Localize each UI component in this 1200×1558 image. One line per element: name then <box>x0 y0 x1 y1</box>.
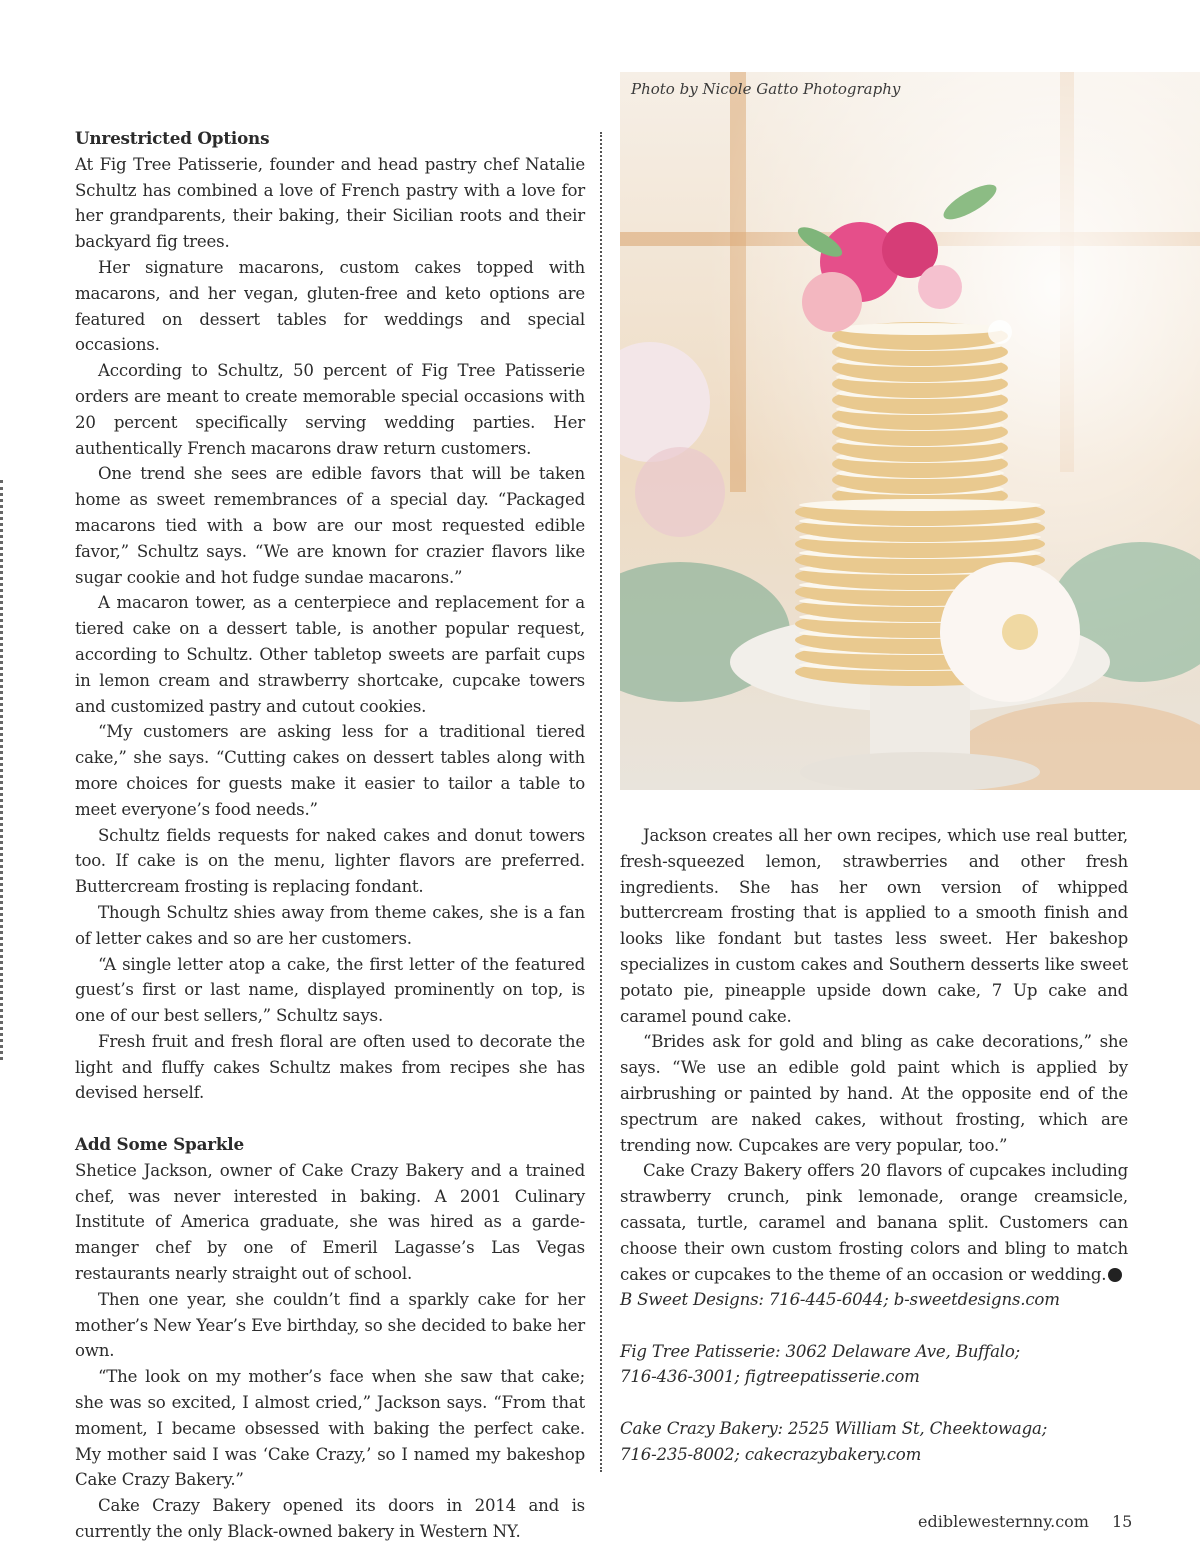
paragraph: Her signature macarons, custom cakes topped with macarons, and her vegan, gluten-free and keto options are featured on dessert tables for weddings and special occasions. <box>75 257 585 355</box>
cookie-cake-photo <box>620 72 1200 790</box>
paragraph: Then one year, she couldn’t find a sparkly cake for her mother’s New Year’s Eve birthday, so she decided to bake her own. <box>75 1289 585 1361</box>
page-number: 15 <box>1112 1512 1133 1531</box>
contact-line: 716-436-3001; figtreepatisserie.com <box>620 1367 920 1387</box>
section-heading-add-some-sparkle: Add Some Sparkle <box>75 1134 244 1155</box>
paragraph: One trend she sees are edible favors that will be taken home as sweet remembrances of a special day. “Packaged macarons tied with a bow are our most requested edible favor,” Schultz says. “We are known for crazier flavors like sugar cookie and hot fudge sundae macarons.” <box>75 464 585 587</box>
paragraph: Schultz fields requests for naked cakes and donut towers too. If cake is on the menu, lighter flavors are preferred. Buttercream frosting is replacing fondant. <box>75 825 585 897</box>
contact-line: B Sweet Designs: 716-445-6044; b-sweetdesigns.com <box>620 1290 1060 1309</box>
column-divider <box>600 132 602 1472</box>
section-heading-unrestricted-options: Unrestricted Options <box>75 128 270 148</box>
paragraph: “Brides ask for gold and bling as cake decorations,” she says. “We use an edible gold paint which is applied by airbrushing or painted by hand. At the opposite end of the spectrum are naked cakes, without frosting, which are trending now. Cupcakes are very popular, too.” <box>620 1032 1128 1155</box>
left-column <box>75 126 585 1545</box>
cookie-cake-illustration <box>620 72 1200 790</box>
paragraph: Though Schultz shies away from theme cakes, she is a fan of letter cakes and so are her customers. <box>75 902 585 948</box>
page-edge-marks <box>0 480 3 1060</box>
contact-line: Cake Crazy Bakery: 2525 William St, Cheektowaga; <box>620 1418 1048 1438</box>
contact-list <box>620 1287 1140 1493</box>
paragraph: Fresh fruit and fresh floral are often used to decorate the light and fluffy cakes Schultz makes from recipes she has devised herself. <box>75 1031 585 1103</box>
contact-entry <box>620 1287 1140 1313</box>
paragraph: Jackson creates all her own recipes, which use real butter, fresh-squeezed lemon, strawberries and other fresh ingredients. She has her own version of whipped buttercream frosting that is applied to a smooth finish and looks like fondant but tastes less sweet. Her bakeshop specializes in custom cakes and Southern desserts like sweet potato pie, pineapple upside down cake, 7 Up cake and caramel pound cake. <box>620 826 1128 1026</box>
contact-line: Fig Tree Patisserie: 3062 Delaware Ave, Buffalo; <box>620 1341 1021 1361</box>
paragraph <box>620 1158 1137 1287</box>
paragraph: A macaron tower, as a centerpiece and replacement for a tiered cake on a dessert table, is another popular request, according to Schultz. Other tabletop sweets are parfait cups in lemon cream and strawberry shortcake, cupcake towers and customized pastry and cutout cookies. <box>75 593 585 716</box>
photo-credit: Photo by Nicole Gatto Photography <box>631 80 901 98</box>
contact-line: 716-235-8002; cakecrazybakery.com <box>620 1444 922 1464</box>
paragraph: “My customers are asking less for a traditional tiered cake,” she says. “Cutting cakes on dessert tables along with more choices for guests make it easier to tailor a table to meet everyone’s food needs.” <box>75 722 585 819</box>
paragraph: “A single letter atop a cake, the first letter of the featured guest’s first or last name, displayed prominently on top, is one of our best sellers,” Schultz says. <box>75 954 585 1026</box>
paragraph: At Fig Tree Patisserie, founder and head pastry chef Natalie Schultz has combined a love of French pastry with a love for her grandparents, their baking, their Sicilian roots and their backyard fig trees. <box>75 154 585 252</box>
edible-logo-icon: e <box>1108 1268 1122 1282</box>
paragraph: “The look on my mother’s face when she saw that cake; she was so excited, I almost cried,” Jackson says. “From that moment, I became obsessed with baking the perfect cake. My mother said I was ‘Cake Crazy,’ so I named my bakeshop Cake Crazy Bakery.” <box>75 1367 585 1490</box>
paragraph-text: Cake Crazy Bakery offers 20 flavors of cupcakes including strawberry crunch, pink lemonade, orange creamsicle, cassata, turtle, caramel and banana split. Customers can choose their own custom frosting colors and bling to match cakes or cupcakes to the theme of an occasion or wedding. <box>620 1161 1128 1284</box>
footer-website: ediblewesternny.com <box>918 1512 1089 1531</box>
paragraph: Cake Crazy Bakery opened its doors in 2014 and is currently the only Black-owned bakery in Western NY. <box>75 1496 585 1542</box>
paragraph: Shetice Jackson, owner of Cake Crazy Bakery and a trained chef, was never interested in baking. A 2001 Culinary Institute of America graduate, she was hired as a garde-manger chef by one of Emeril Lagasse’s Las Vegas restaurants nearly straight out of school. <box>75 1160 585 1284</box>
contact-entry <box>620 1416 1140 1468</box>
right-column <box>620 823 1137 1287</box>
paragraph: According to Schultz, 50 percent of Fig Tree Patisserie orders are meant to create memorable special occasions with 20 percent specifically serving wedding parties. Her authentically French macarons draw return customers. <box>75 361 585 458</box>
contact-entry <box>620 1339 1140 1391</box>
